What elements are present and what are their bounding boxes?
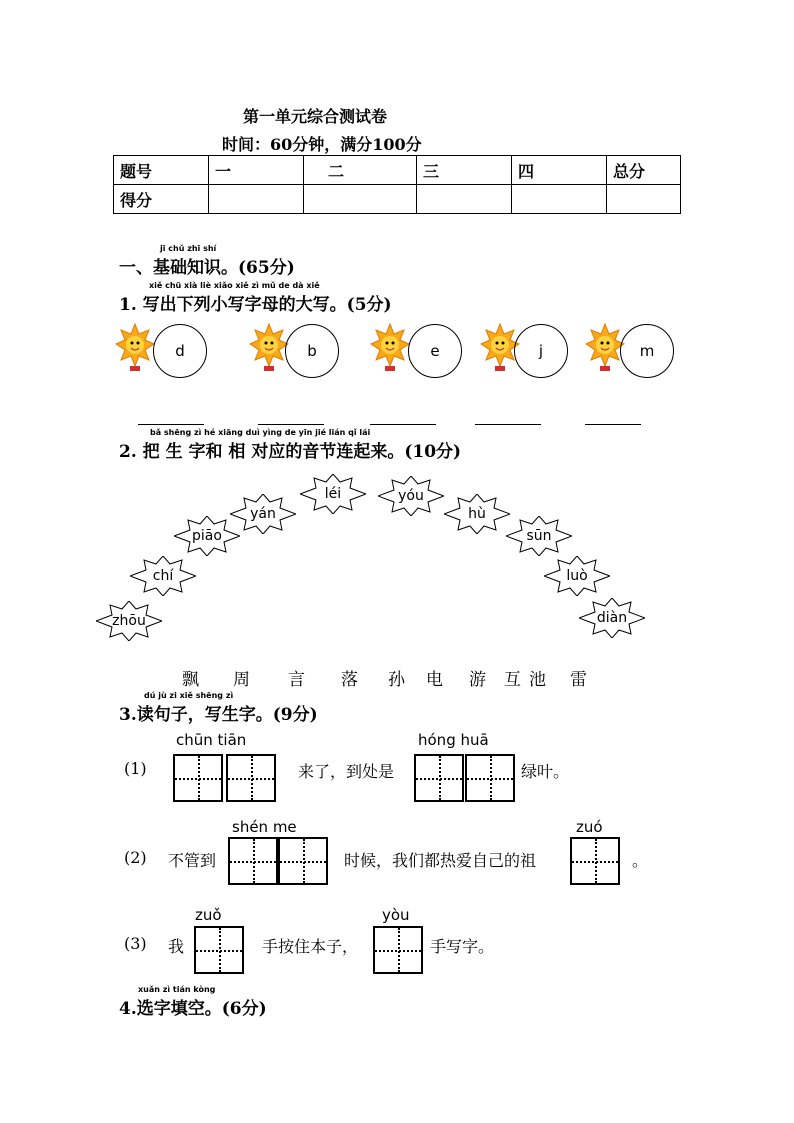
table-cell: 二: [304, 156, 417, 185]
sentence1-pinyin-1: chūn tiān: [176, 731, 247, 749]
score-input-cell[interactable]: [417, 185, 512, 214]
score-input-cell[interactable]: [607, 185, 681, 214]
table-cell: 一: [209, 156, 304, 185]
table-cell: 题号: [114, 156, 209, 185]
sentence1-pinyin-2: hóng huā: [418, 731, 489, 749]
section1-heading: 一、基础知识。(65分): [119, 258, 295, 278]
writing-box[interactable]: [414, 754, 464, 802]
character[interactable]: 游: [469, 670, 486, 690]
letter-circle: e: [408, 324, 462, 378]
q4-heading: 4.选字填空。(6分): [119, 999, 267, 1019]
table-cell: 总分: [607, 156, 681, 185]
table-row: [114, 185, 681, 214]
answer-line[interactable]: [475, 424, 541, 425]
writing-box[interactable]: [226, 754, 276, 802]
syllable-text: yán: [250, 506, 276, 522]
score-input-cell[interactable]: [304, 185, 417, 214]
sentence2-number: (2): [124, 848, 147, 867]
answer-line[interactable]: [258, 424, 324, 425]
answer-line[interactable]: [138, 424, 204, 425]
syllable-star[interactable]: [230, 494, 296, 534]
table-row: [114, 156, 681, 185]
letter-circle: d: [153, 324, 207, 378]
sunflower-icon: [370, 322, 410, 378]
writing-box[interactable]: [173, 754, 223, 802]
score-table: [113, 155, 681, 214]
sentence3-pinyin-2: yòu: [382, 906, 410, 924]
writing-box[interactable]: [373, 926, 423, 974]
character[interactable]: 孙: [388, 670, 405, 690]
sentence2-pinyin-2: zuó: [576, 818, 603, 836]
syllable-star[interactable]: [96, 601, 162, 641]
character[interactable]: 言: [288, 670, 305, 690]
syllable-text: léi: [324, 486, 342, 502]
sentence3-middle: 手按住本子，: [262, 937, 359, 956]
sentence2-middle: 时候，我们都热爱自己的祖: [344, 851, 537, 870]
writing-box[interactable]: [465, 754, 515, 802]
writing-box[interactable]: [278, 837, 328, 885]
sentence2-start: 不管到: [168, 851, 217, 870]
q2-pinyin: bǎ shēng zì hé xiāng duì yìng de yīn jié lián qǐ lái: [150, 428, 371, 437]
syllable-text: diàn: [596, 610, 628, 626]
character[interactable]: 雷: [570, 670, 587, 690]
table-cell: 四: [512, 156, 607, 185]
sentence1-number: (1): [124, 759, 147, 778]
q4-pinyin: xuǎn zì tián kòng: [138, 985, 216, 994]
letter-circle: j: [514, 324, 568, 378]
sentence3-start: 我: [168, 937, 185, 956]
sentence1-middle: 来了，到处是: [298, 762, 395, 781]
syllable-text: zhōu: [112, 613, 146, 629]
syllable-star[interactable]: [506, 516, 572, 556]
writing-box[interactable]: [228, 837, 278, 885]
letter-circle: m: [620, 324, 674, 378]
table-cell: 三: [417, 156, 512, 185]
sunflower-icon: [115, 322, 155, 378]
answer-line[interactable]: [370, 424, 436, 425]
page-title: 第一单元综合测试卷: [243, 107, 388, 126]
character[interactable]: 飘: [182, 670, 199, 690]
sentence1-end: 绿叶。: [521, 762, 570, 781]
writing-box[interactable]: [194, 926, 244, 974]
score-input-cell[interactable]: [512, 185, 607, 214]
sentence3-pinyin-1: zuǒ: [195, 906, 222, 924]
q2-heading: 2. 把 生 字和 相 对应的音节连起来。(10分): [119, 442, 462, 462]
exam-info: 时间：60分钟，满分100分: [222, 135, 422, 154]
q3-pinyin: dú jù zi xiě shēng zì: [144, 691, 234, 700]
sunflower-icon: [249, 322, 289, 378]
character[interactable]: 落: [341, 670, 358, 690]
syllable-text: yóu: [398, 488, 424, 504]
character[interactable]: 电: [426, 670, 443, 690]
sentence2-pinyin-1: shén me: [232, 818, 297, 836]
sentence2-end: 。: [632, 851, 649, 870]
syllable-star[interactable]: [378, 476, 444, 516]
syllable-star[interactable]: [130, 556, 196, 596]
syllable-star[interactable]: [444, 494, 510, 534]
character[interactable]: 互: [504, 670, 521, 690]
syllable-text: sūn: [526, 528, 552, 544]
syllable-text: luò: [566, 568, 588, 584]
answer-line[interactable]: [585, 424, 641, 425]
q1-pinyin: xiě chū xià liè xiǎo xiě zì mǔ de dà xiě: [149, 281, 320, 290]
syllable-star[interactable]: [544, 556, 610, 596]
table-cell: 得分: [114, 185, 209, 214]
sentence3-number: (3): [124, 934, 147, 953]
letter-circle: b: [285, 324, 339, 378]
writing-box[interactable]: [570, 837, 620, 885]
sunflower-icon: [585, 322, 625, 378]
syllable-text: chí: [152, 568, 174, 584]
sentence3-end: 手写字。: [430, 937, 495, 956]
q3-heading: 3.读句子，写生字。(9分): [119, 705, 318, 725]
syllable-text: hù: [468, 506, 486, 522]
character-row: [182, 665, 607, 690]
q1-heading: 1. 写出下列小写字母的大写。(5分): [119, 295, 392, 315]
score-input-cell[interactable]: [209, 185, 304, 214]
syllable-star[interactable]: [300, 474, 366, 514]
character[interactable]: 周: [233, 670, 250, 690]
syllable-star[interactable]: [579, 598, 645, 638]
syllable-text: piāo: [192, 528, 222, 544]
section1-pinyin: jī chǔ zhī shí: [160, 244, 217, 253]
character[interactable]: 池: [529, 670, 546, 690]
